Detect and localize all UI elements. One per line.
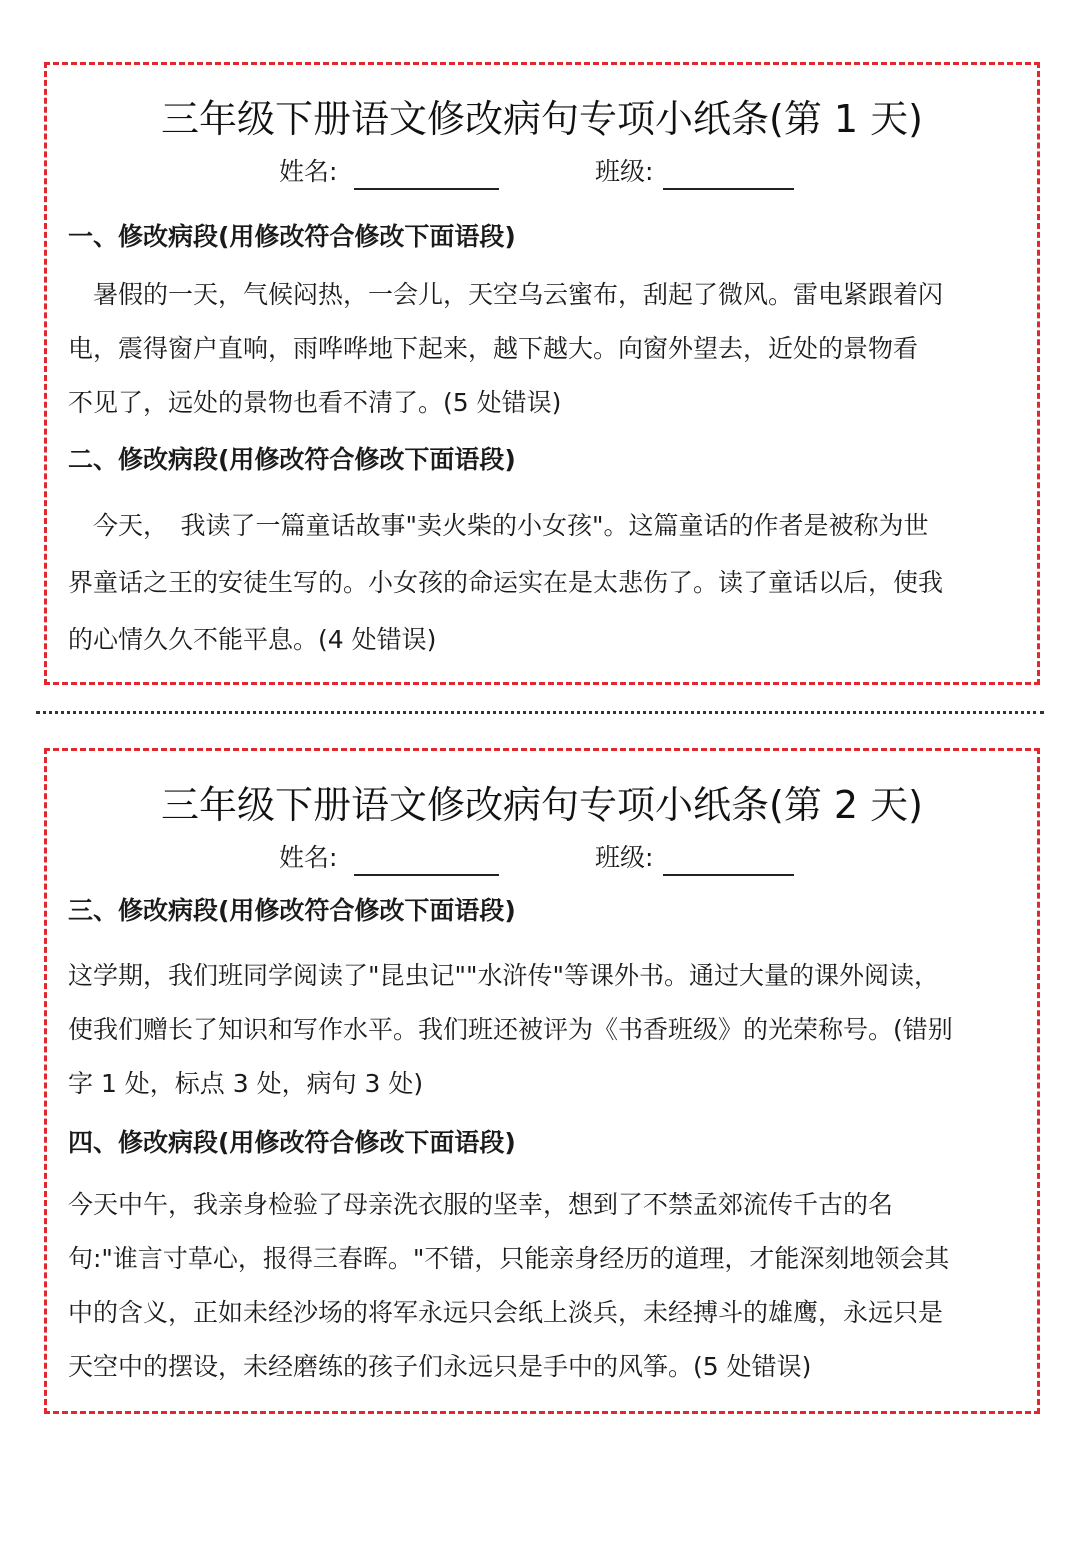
section-heading: 四、修改病段(用修改符合修改下面语段) bbox=[68, 1128, 516, 1157]
paragraph-line: 这学期，我们班同学阅读了"昆虫记""水浒传"等课外书。通过大量的课外阅读， bbox=[68, 961, 939, 990]
section-heading: 一、修改病段(用修改符合修改下面语段) bbox=[68, 222, 516, 251]
class-blank[interactable] bbox=[663, 188, 794, 190]
name-label: 姓名: bbox=[279, 843, 338, 872]
card-title: 三年级下册语文修改病句专项小纸条(第 2 天) bbox=[161, 783, 923, 827]
cut-line-divider bbox=[36, 711, 1044, 714]
name-label: 姓名: bbox=[279, 157, 338, 186]
name-blank[interactable] bbox=[354, 874, 499, 876]
paragraph-line: 不见了，远处的景物也看不清了。(5 处错误) bbox=[68, 388, 562, 417]
section-heading: 三、修改病段(用修改符合修改下面语段) bbox=[68, 896, 516, 925]
paragraph-line: 天空中的摆设，未经磨练的孩子们永远只是手中的风筝。(5 处错误) bbox=[68, 1352, 812, 1381]
exercise-paragraph bbox=[68, 949, 1018, 1111]
exercise-paragraph bbox=[68, 268, 1018, 430]
class-blank[interactable] bbox=[663, 874, 794, 876]
student-info-row bbox=[47, 155, 1037, 195]
paragraph-line: 的心情久久不能平息。(4 处错误) bbox=[68, 625, 437, 654]
paragraph-line: 今天， 我读了一篇童话故事"卖火柴的小女孩"。这篇童话的作者是被称为世 bbox=[68, 511, 929, 540]
section-heading: 二、修改病段(用修改符合修改下面语段) bbox=[68, 445, 516, 474]
paragraph-line: 电，震得窗户直响，雨哗哗地下起来，越下越大。向窗外望去，近处的景物看 bbox=[68, 334, 919, 363]
exercise-paragraph bbox=[68, 497, 1018, 668]
worksheet-card-day-2 bbox=[44, 748, 1040, 1414]
paragraph-line: 使我们赠长了知识和写作水平。我们班还被评为《书香班级》的光荣称号。(错别 bbox=[68, 1015, 953, 1044]
paragraph-line: 暑假的一天，气候闷热，一会儿，天空乌云蜜布，刮起了微风。雷电紧跟着闪 bbox=[68, 280, 944, 309]
worksheet-card-day-1 bbox=[44, 62, 1040, 685]
paragraph-line: 句:"谁言寸草心，报得三春晖。"不错，只能亲身经历的道理，才能深刻地领会其 bbox=[68, 1244, 950, 1273]
paragraph-line: 界童话之王的安徒生写的。小女孩的命运实在是太悲伤了。读了童话以后，使我 bbox=[68, 568, 944, 597]
card-title: 三年级下册语文修改病句专项小纸条(第 1 天) bbox=[161, 97, 923, 141]
paragraph-line: 字 1 处，标点 3 处，病句 3 处) bbox=[68, 1069, 424, 1098]
paragraph-line: 中的含义，正如未经沙场的将军永远只会纸上淡兵，未经搏斗的雄鹰，永远只是 bbox=[68, 1298, 944, 1327]
student-info-row bbox=[47, 841, 1037, 881]
exercise-paragraph bbox=[68, 1178, 1018, 1394]
class-label: 班级: bbox=[595, 157, 654, 186]
class-label: 班级: bbox=[595, 843, 654, 872]
paragraph-line: 今天中午，我亲身检验了母亲洗衣服的坚幸，想到了不禁孟郊流传千古的名 bbox=[68, 1190, 894, 1219]
name-blank[interactable] bbox=[354, 188, 499, 190]
